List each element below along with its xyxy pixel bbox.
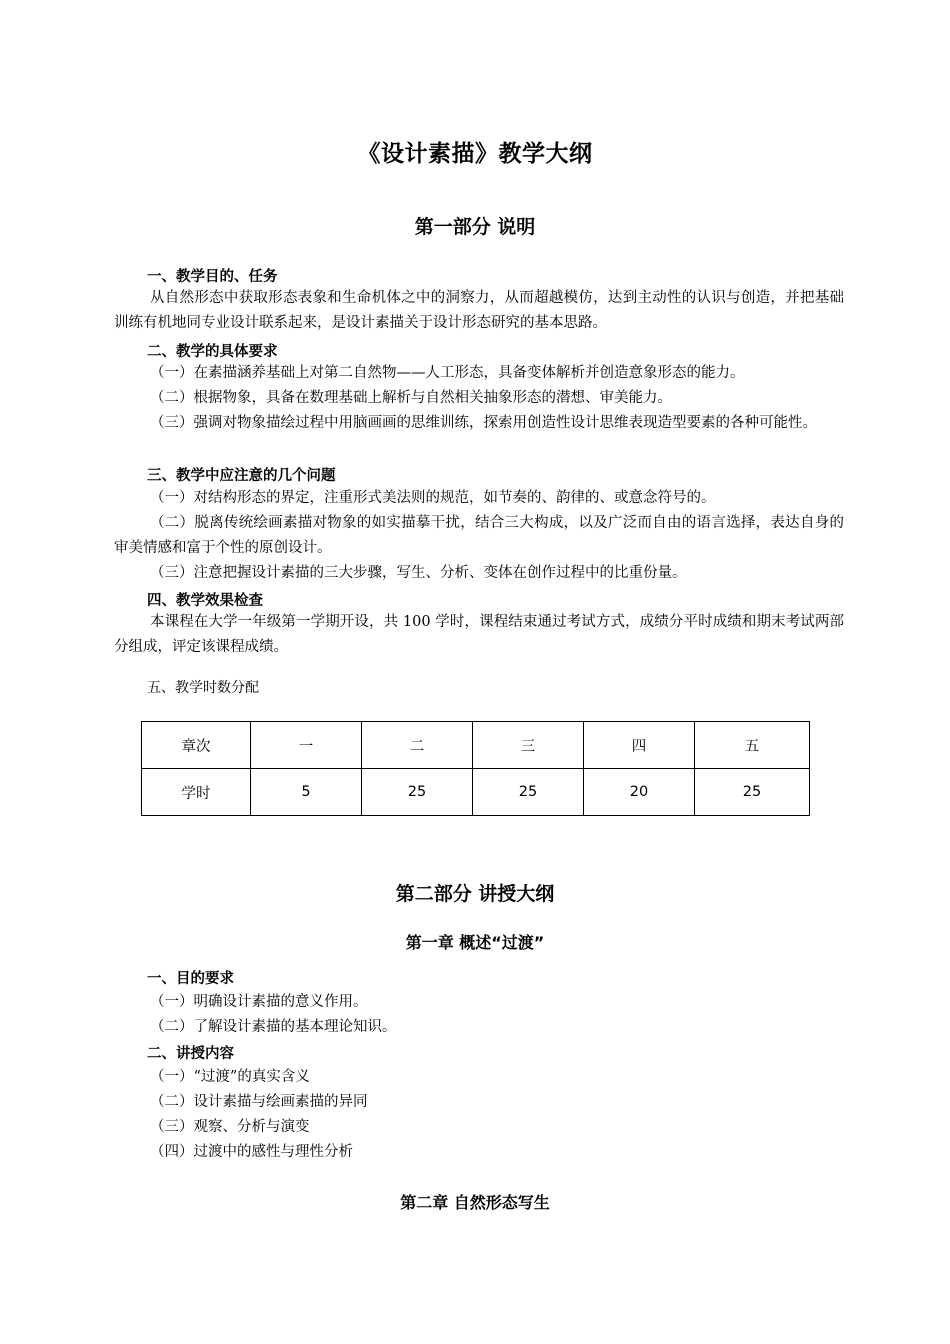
table-cell: 三 [473, 722, 584, 769]
ch1-sec1-item-2: （二）了解设计素描的基本理论知识。 [150, 1019, 397, 1035]
ch1-sec2-item-3: （三）观察、分析与演变 [150, 1119, 310, 1135]
table-cell: 章次 [142, 722, 251, 769]
sec2-item-2: （二）根据物象，具备在数理基础上解析与自然相关抽象形态的潜想、审美能力。 [150, 390, 672, 406]
sec5-heading: 五、教学时数分配 [147, 680, 259, 696]
table-row [142, 722, 810, 769]
sec3-item-3: （三）注意把握设计素描的三大步骤，写生、分析、变体在创作过程中的比重份量。 [150, 565, 687, 581]
document-title: 《设计素描》教学大纲 [357, 141, 593, 167]
sec3-heading: 三、教学中应注意的几个问题 [147, 468, 336, 484]
table-cell: 25 [473, 769, 584, 816]
sec1-paragraph: 从自然形态中获取形态表象和生命机体之中的洞察力，从而超越模仿，达到主动性的认识与创造，并把基础训练有机地同专业设计联系起来，是设计素描关于设计形态研究的基本思路。 [114, 290, 844, 331]
ch1-sec2-heading: 二、讲授内容 [147, 1046, 234, 1062]
table-cell: 学时 [142, 769, 251, 816]
sec2-item-3: （三）强调对物象描绘过程中用脑画画的思维训练，探索用创造性设计思维表现造型要素的各种可能性。 [150, 415, 817, 431]
sec3-item-2: （二）脱离传统绘画素描对物象的如实描摹干扰，结合三大构成，以及广泛而自由的语言选择，表达自身的审美情感和富于个性的原创设计。 [114, 515, 844, 556]
sec3-item-1: （一）对结构形态的界定，注重形式美法则的规范，如节奏的、韵律的、或意念符号的。 [150, 490, 716, 506]
table-cell: 20 [584, 769, 695, 816]
ch1-sec2-item-4: （四）过渡中的感性与理性分析 [150, 1144, 353, 1160]
ch1-sec2-item-1: （一）“过渡”的真实含义 [150, 1069, 310, 1085]
part2-heading: 第二部分 讲授大纲 [395, 883, 555, 905]
table-cell: 二 [362, 722, 473, 769]
sec4-heading: 四、教学效果检查 [147, 593, 263, 609]
ch1-sec2-item-2: （二）设计素描与绘画素描的异同 [150, 1094, 368, 1110]
table-cell: 四 [584, 722, 695, 769]
table-cell: 一 [251, 722, 362, 769]
table-cell: 25 [695, 769, 810, 816]
table-row [142, 769, 810, 816]
chapter2-heading: 第二章 自然形态写生 [400, 1193, 550, 1212]
part1-heading: 第一部分 说明 [414, 216, 536, 238]
table-cell: 25 [362, 769, 473, 816]
ch1-sec1-item-1: （一）明确设计素描的意义作用。 [150, 994, 368, 1010]
sec1-heading: 一、教学目的、任务 [147, 269, 278, 285]
ch1-sec1-heading: 一、目的要求 [147, 971, 234, 987]
sec2-item-1: （一）在素描涵养基础上对第二自然物——人工形态，具备变体解析并创造意象形态的能力。 [150, 365, 745, 381]
hours-table [141, 721, 810, 816]
sec4-paragraph: 本课程在大学一年级第一学期开设，共 100 学时，课程结束通过考试方式，成绩分平时成绩和期末考试两部分组成，评定该课程成绩。 [114, 614, 844, 655]
chapter1-heading: 第一章 概述“过渡” [405, 933, 545, 952]
table-cell: 5 [251, 769, 362, 816]
sec2-heading: 二、教学的具体要求 [147, 344, 278, 360]
table-cell: 五 [695, 722, 810, 769]
